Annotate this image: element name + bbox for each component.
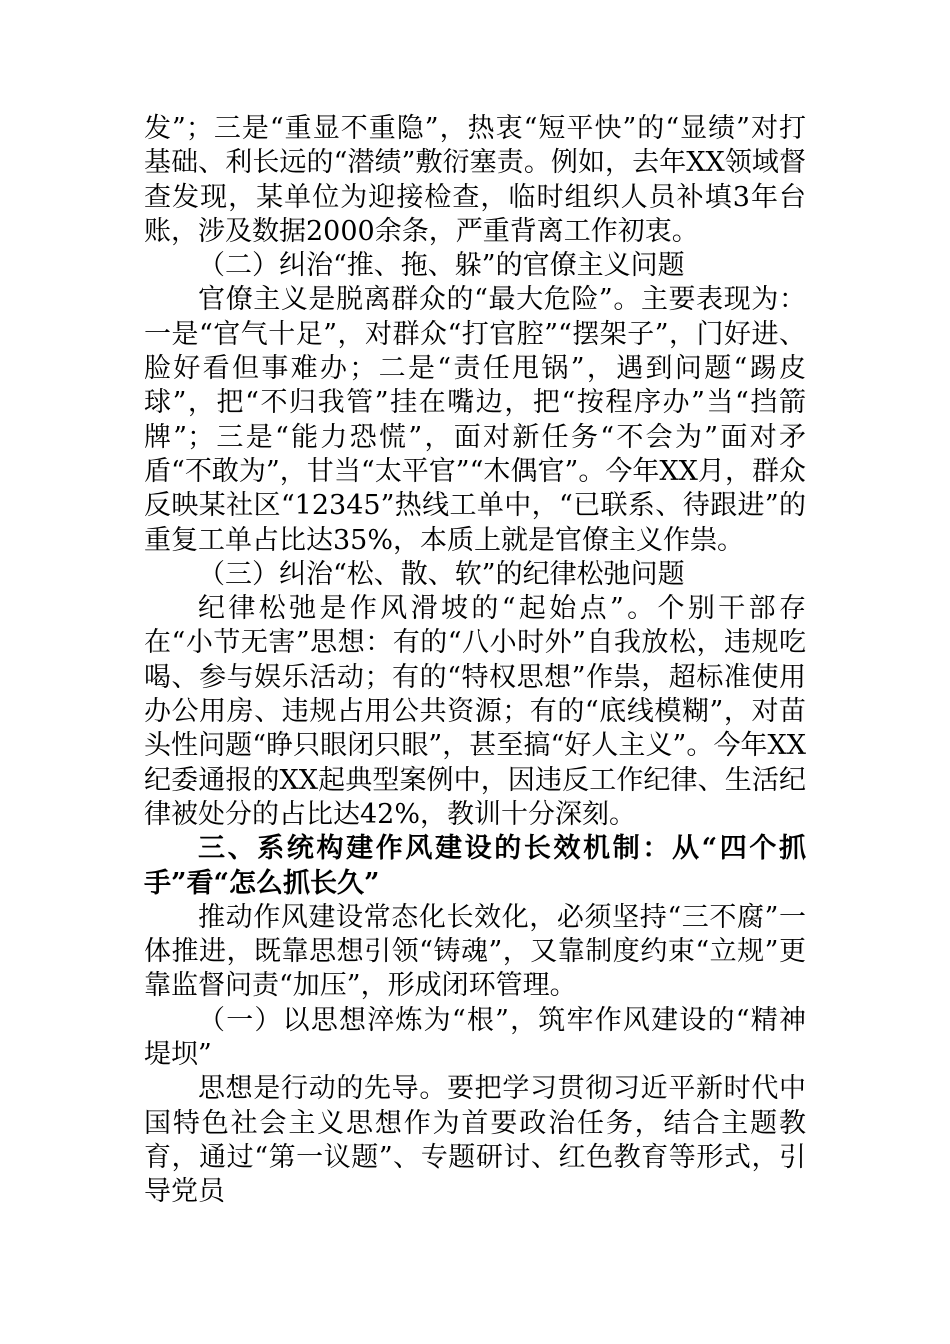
subheading-thought: （一）以思想淬炼为“根”，筑牢作风建设的“精神堤坝” — [144, 1004, 806, 1071]
paragraph-bureaucratism: 官僚主义是脱离群众的“最大危险”。主要表现为：一是“官气十足”，对群众“打官腔”“摆架子”，门好进、脸好看但事难办；二是“责任甩锅”，遇到问题“踢皮球”，把“不归我管”挂在嘴边，把“按程序办”当“挡箭牌”；三是“能力恐慌”，面对新任务“不会为”面对矛盾“不敢为”，甘当“太平官”“木偶官”。今年XX月，群众反映某社区“12345”热线工单中，“已联系、待跟进”的重复工单占比达35%，本质上就是官僚主义作祟。 — [144, 284, 806, 556]
paragraph-mechanism: 推动作风建设常态化长效化，必须坚持“三不腐”一体推进，既靠思想引领“铸魂”，又靠制度约束“立规”更靠监督问责“加压”，形成闭环管理。 — [144, 901, 806, 1002]
paragraph-thought: 思想是行动的先导。要把学习贯彻习近平新时代中国特色社会主义思想作为首要政治任务，结合主题教育，通过“第一议题”、专题研讨、红色教育等形式，引导党员 — [144, 1073, 806, 1208]
section-heading-three: 三、系统构建作风建设的长效机制：从“四个抓手”看“怎么抓长久” — [144, 833, 806, 899]
paragraph-discipline: 纪律松弛是作风滑坡的“起始点”。个别干部存在“小节无害”思想：有的“八小时外”自我放松，违规吃喝、参与娱乐活动；有的“特权思想”作祟，超标准使用办公用房、违规占用公共资源；有的“底线模糊”，对苗头性问题“睁只眼闭只眼”，甚至搞“好人主义”。今年XX纪委通报的XX起典型案例中，因违反工作纪律、生活纪律被处分的占比达42%，教训十分深刻。 — [144, 593, 806, 830]
paragraph-continuation: 发”；三是“重显不重隐”，热衷“短平快”的“显绩”对打基础、利长远的“潜绩”敷衍塞责。例如，去年XX领域督查发现，某单位为迎接检查，临时组织人员补填3年台账，涉及数据2000余条，严重背离工作初衷。 — [144, 113, 806, 247]
subheading-bureaucratism: （二）纠治“推、拖、躲”的官僚主义问题 — [198, 250, 685, 282]
subheading-discipline: （三）纠治“松、散、软”的纪律松弛问题 — [198, 558, 685, 590]
document-page — [144, 112, 806, 1210]
